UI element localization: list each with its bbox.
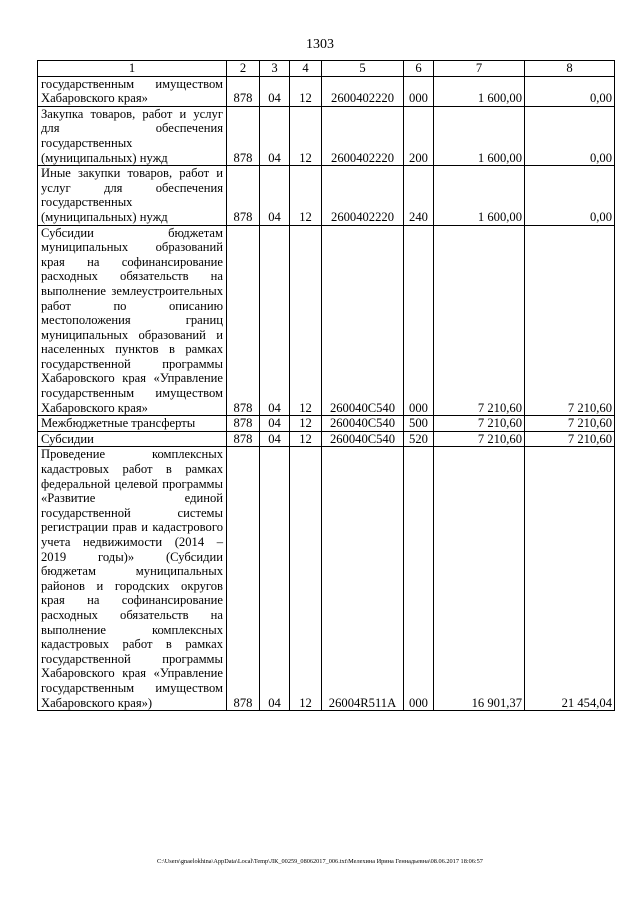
- row-subsection: 12: [290, 225, 322, 416]
- row-amount-1: 1 600,00: [434, 166, 525, 225]
- row-target: 2600402220: [322, 166, 404, 225]
- row-target: 26004R511A: [322, 447, 404, 711]
- row-name: Закупка товаров, работ и услуг для обеспечения государственных (муниципальных) нужд: [38, 106, 227, 165]
- row-subsection: 12: [290, 447, 322, 711]
- column-header: 4: [290, 61, 322, 77]
- table-row: [38, 431, 615, 447]
- row-code: 878: [227, 106, 260, 165]
- row-type: 000: [404, 225, 434, 416]
- row-section: 04: [260, 225, 290, 416]
- column-header: 7: [434, 61, 525, 77]
- row-type: 000: [404, 447, 434, 711]
- row-code: 878: [227, 431, 260, 447]
- row-code: 878: [227, 166, 260, 225]
- row-subsection: 12: [290, 166, 322, 225]
- row-target: 2600402220: [322, 106, 404, 165]
- row-amount-1: 7 210,60: [434, 225, 525, 416]
- row-subsection: 12: [290, 416, 322, 432]
- column-header: 6: [404, 61, 434, 77]
- row-amount-2: 7 210,60: [525, 431, 615, 447]
- row-type: 000: [404, 76, 434, 106]
- row-code: 878: [227, 416, 260, 432]
- row-name: государственным имуществом Хабаровского края»: [38, 76, 227, 106]
- row-code: 878: [227, 225, 260, 416]
- row-amount-1: 1 600,00: [434, 76, 525, 106]
- column-header: 8: [525, 61, 615, 77]
- row-section: 04: [260, 166, 290, 225]
- table-header-row: [38, 61, 615, 77]
- row-name: Иные закупки товаров, работ и услуг для обеспечения государственных (муниципальных) нужд: [38, 166, 227, 225]
- row-amount-1: 7 210,60: [434, 431, 525, 447]
- row-target: 2600402220: [322, 76, 404, 106]
- row-amount-2: 7 210,60: [525, 225, 615, 416]
- row-subsection: 12: [290, 76, 322, 106]
- file-path-footer: C:\Users\gnaelokhina\AppData\Local\Temp\ЛК_00259_08062017_006.txt\Мелехина Ирина Геннадьевна\08.06.2017 18:06:57: [157, 858, 483, 865]
- row-name: Проведение комплексных кадастровых работ в рамках федеральной целевой программы «Развитие единой государственной системы регистрации прав и кадастрового учета недвижимости (2014 – 2019 годы)» (Субсидии бюджетам муниципальных районов и городских округов края на софинансирование расходных обязательств на выполнение комплексных кадастровых работ в рамках государственной программы Хабаровского края «Управление государственным имуществом Хабаровского края»): [38, 447, 227, 711]
- row-type: 240: [404, 166, 434, 225]
- row-name: Межбюджетные трансферты: [38, 416, 227, 432]
- row-amount-2: 0,00: [525, 76, 615, 106]
- table-row: [38, 225, 615, 416]
- row-amount-1: 16 901,37: [434, 447, 525, 711]
- row-section: 04: [260, 106, 290, 165]
- column-header: 1: [38, 61, 227, 77]
- row-type: 500: [404, 416, 434, 432]
- row-type: 200: [404, 106, 434, 165]
- row-amount-2: 7 210,60: [525, 416, 615, 432]
- row-amount-1: 1 600,00: [434, 106, 525, 165]
- row-code: 878: [227, 447, 260, 711]
- column-header: 3: [260, 61, 290, 77]
- row-target: 260040С540: [322, 416, 404, 432]
- table-row: [38, 166, 615, 225]
- row-target: 260040С540: [322, 225, 404, 416]
- row-amount-1: 7 210,60: [434, 416, 525, 432]
- row-section: 04: [260, 431, 290, 447]
- row-subsection: 12: [290, 106, 322, 165]
- row-amount-2: 21 454,04: [525, 447, 615, 711]
- row-section: 04: [260, 447, 290, 711]
- row-section: 04: [260, 416, 290, 432]
- budget-table: [37, 60, 615, 711]
- row-code: 878: [227, 76, 260, 106]
- column-header: 2: [227, 61, 260, 77]
- table-row: [38, 416, 615, 432]
- row-target: 260040С540: [322, 431, 404, 447]
- row-name: Субсидии бюджетам муниципальных образований края на софинансирование расходных обязательств на выполнение землеустроительных работ по описанию местоположения границ муниципальных образований и населенных пунктов в рамках государственной программы Хабаровского края «Управление государственным имуществом Хабаровского края»: [38, 225, 227, 416]
- row-section: 04: [260, 76, 290, 106]
- row-name: Субсидии: [38, 431, 227, 447]
- page-number: 1303: [306, 37, 334, 52]
- row-subsection: 12: [290, 431, 322, 447]
- row-amount-2: 0,00: [525, 106, 615, 165]
- table-row: [38, 447, 615, 711]
- column-header: 5: [322, 61, 404, 77]
- row-type: 520: [404, 431, 434, 447]
- table-row: [38, 76, 615, 106]
- row-amount-2: 0,00: [525, 166, 615, 225]
- table-row: [38, 106, 615, 165]
